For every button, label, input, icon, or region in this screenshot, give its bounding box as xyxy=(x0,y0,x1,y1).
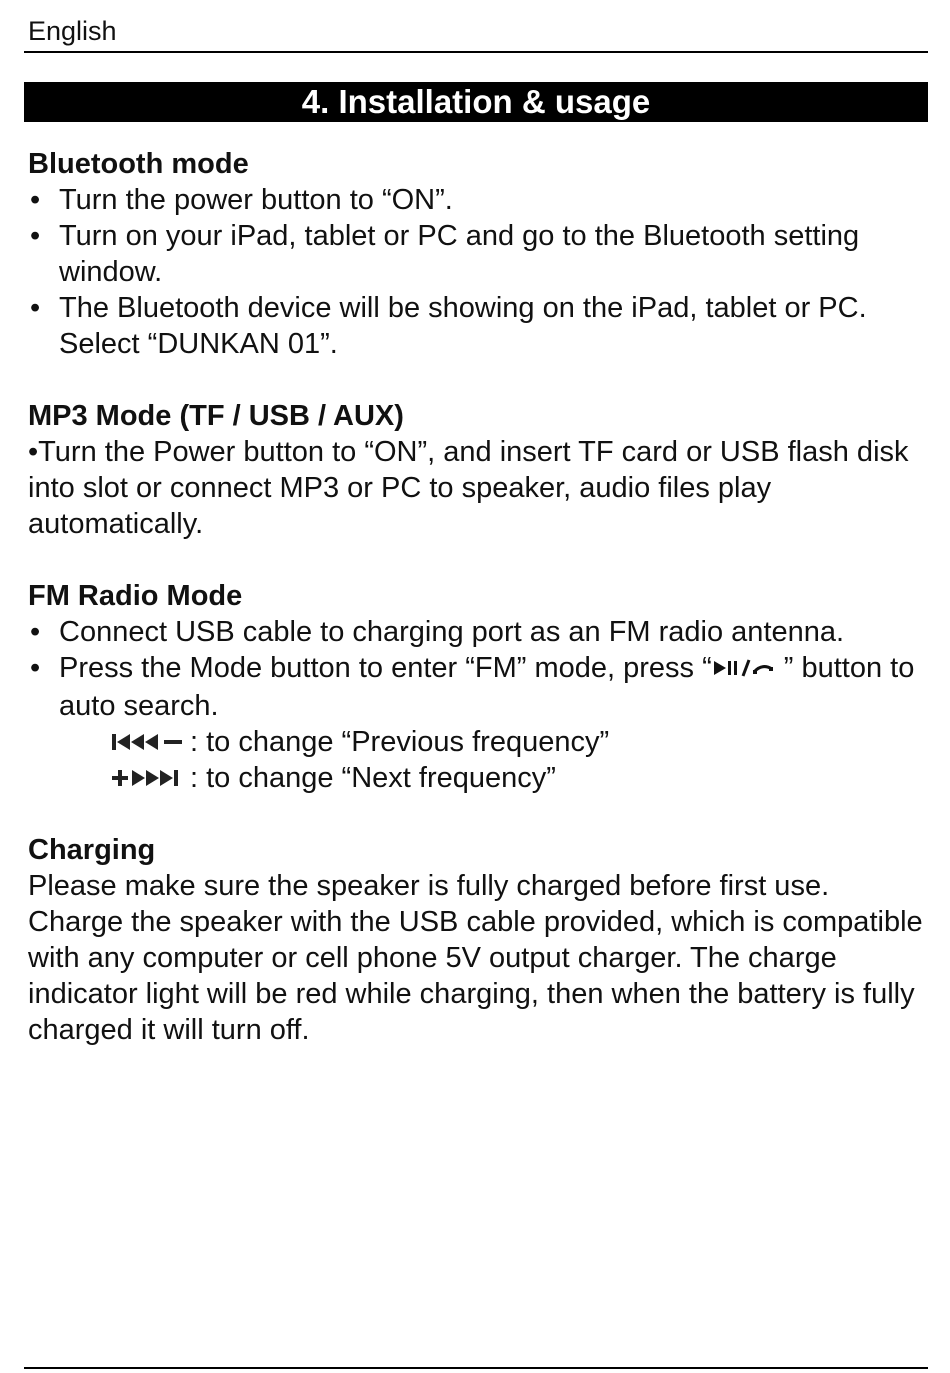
bluetooth-list xyxy=(28,182,928,362)
page-content xyxy=(28,146,928,1048)
bullet-icon: • xyxy=(30,220,41,252)
previous-frequency-row xyxy=(28,724,928,760)
list-item xyxy=(28,290,928,362)
list-item-text-after: ” button to auto search. xyxy=(59,652,915,722)
list-item-text: Connect USB cable to charging port as an FM radio antenna. xyxy=(59,616,845,648)
bottom-divider xyxy=(24,1367,928,1369)
fm-heading: FM Radio Mode xyxy=(28,580,243,612)
previous-frequency-text: : to change “Previous frequency” xyxy=(190,726,610,758)
charging-heading: Charging xyxy=(28,834,156,866)
bullet-icon: • xyxy=(30,616,41,648)
mp3-paragraph: •Turn the Power button to “ON”, and insert TF card or USB flash disk into slot or connect MP3 or PC to speaker, audio files play automatically. xyxy=(28,436,909,540)
list-item-text: The Bluetooth device will be showing on the iPad, tablet or PC. Select “DUNKAN 01”. xyxy=(59,292,867,360)
bluetooth-heading: Bluetooth mode xyxy=(28,148,249,180)
list-item xyxy=(28,182,928,218)
plus-next-icon xyxy=(110,767,190,789)
list-item xyxy=(28,218,928,290)
next-frequency-row xyxy=(28,760,928,796)
bullet-icon: • xyxy=(30,652,41,684)
mp3-heading: MP3 Mode (TF / USB / AUX) xyxy=(28,400,404,432)
next-frequency-text: : to change “Next frequency” xyxy=(190,762,556,794)
list-item-text: Turn on your iPad, tablet or PC and go to the Bluetooth setting window. xyxy=(59,220,860,288)
list-item-text-before: Press the Mode button to enter “FM” mode, press “ xyxy=(59,652,712,684)
section-title: 4. Installation & usage xyxy=(24,82,928,122)
list-item-text: Turn the power button to “ON”. xyxy=(59,184,453,216)
charging-paragraph: Please make sure the speaker is fully charged before first use. Charge the speaker with the USB cable provided, which is compatible with any computer or cell phone 5V output charger. The charge indicator light will be red while charging, then when the battery is fully charged it will turn off. xyxy=(28,870,923,1046)
list-item xyxy=(28,650,928,724)
list-item xyxy=(28,614,928,650)
play-pause-phone-icon xyxy=(712,652,784,688)
top-divider xyxy=(24,51,928,53)
previous-minus-icon xyxy=(110,731,190,753)
bullet-icon: • xyxy=(30,292,41,324)
language-label: English xyxy=(28,16,117,46)
fm-list xyxy=(28,614,928,724)
bullet-icon: • xyxy=(30,184,41,216)
